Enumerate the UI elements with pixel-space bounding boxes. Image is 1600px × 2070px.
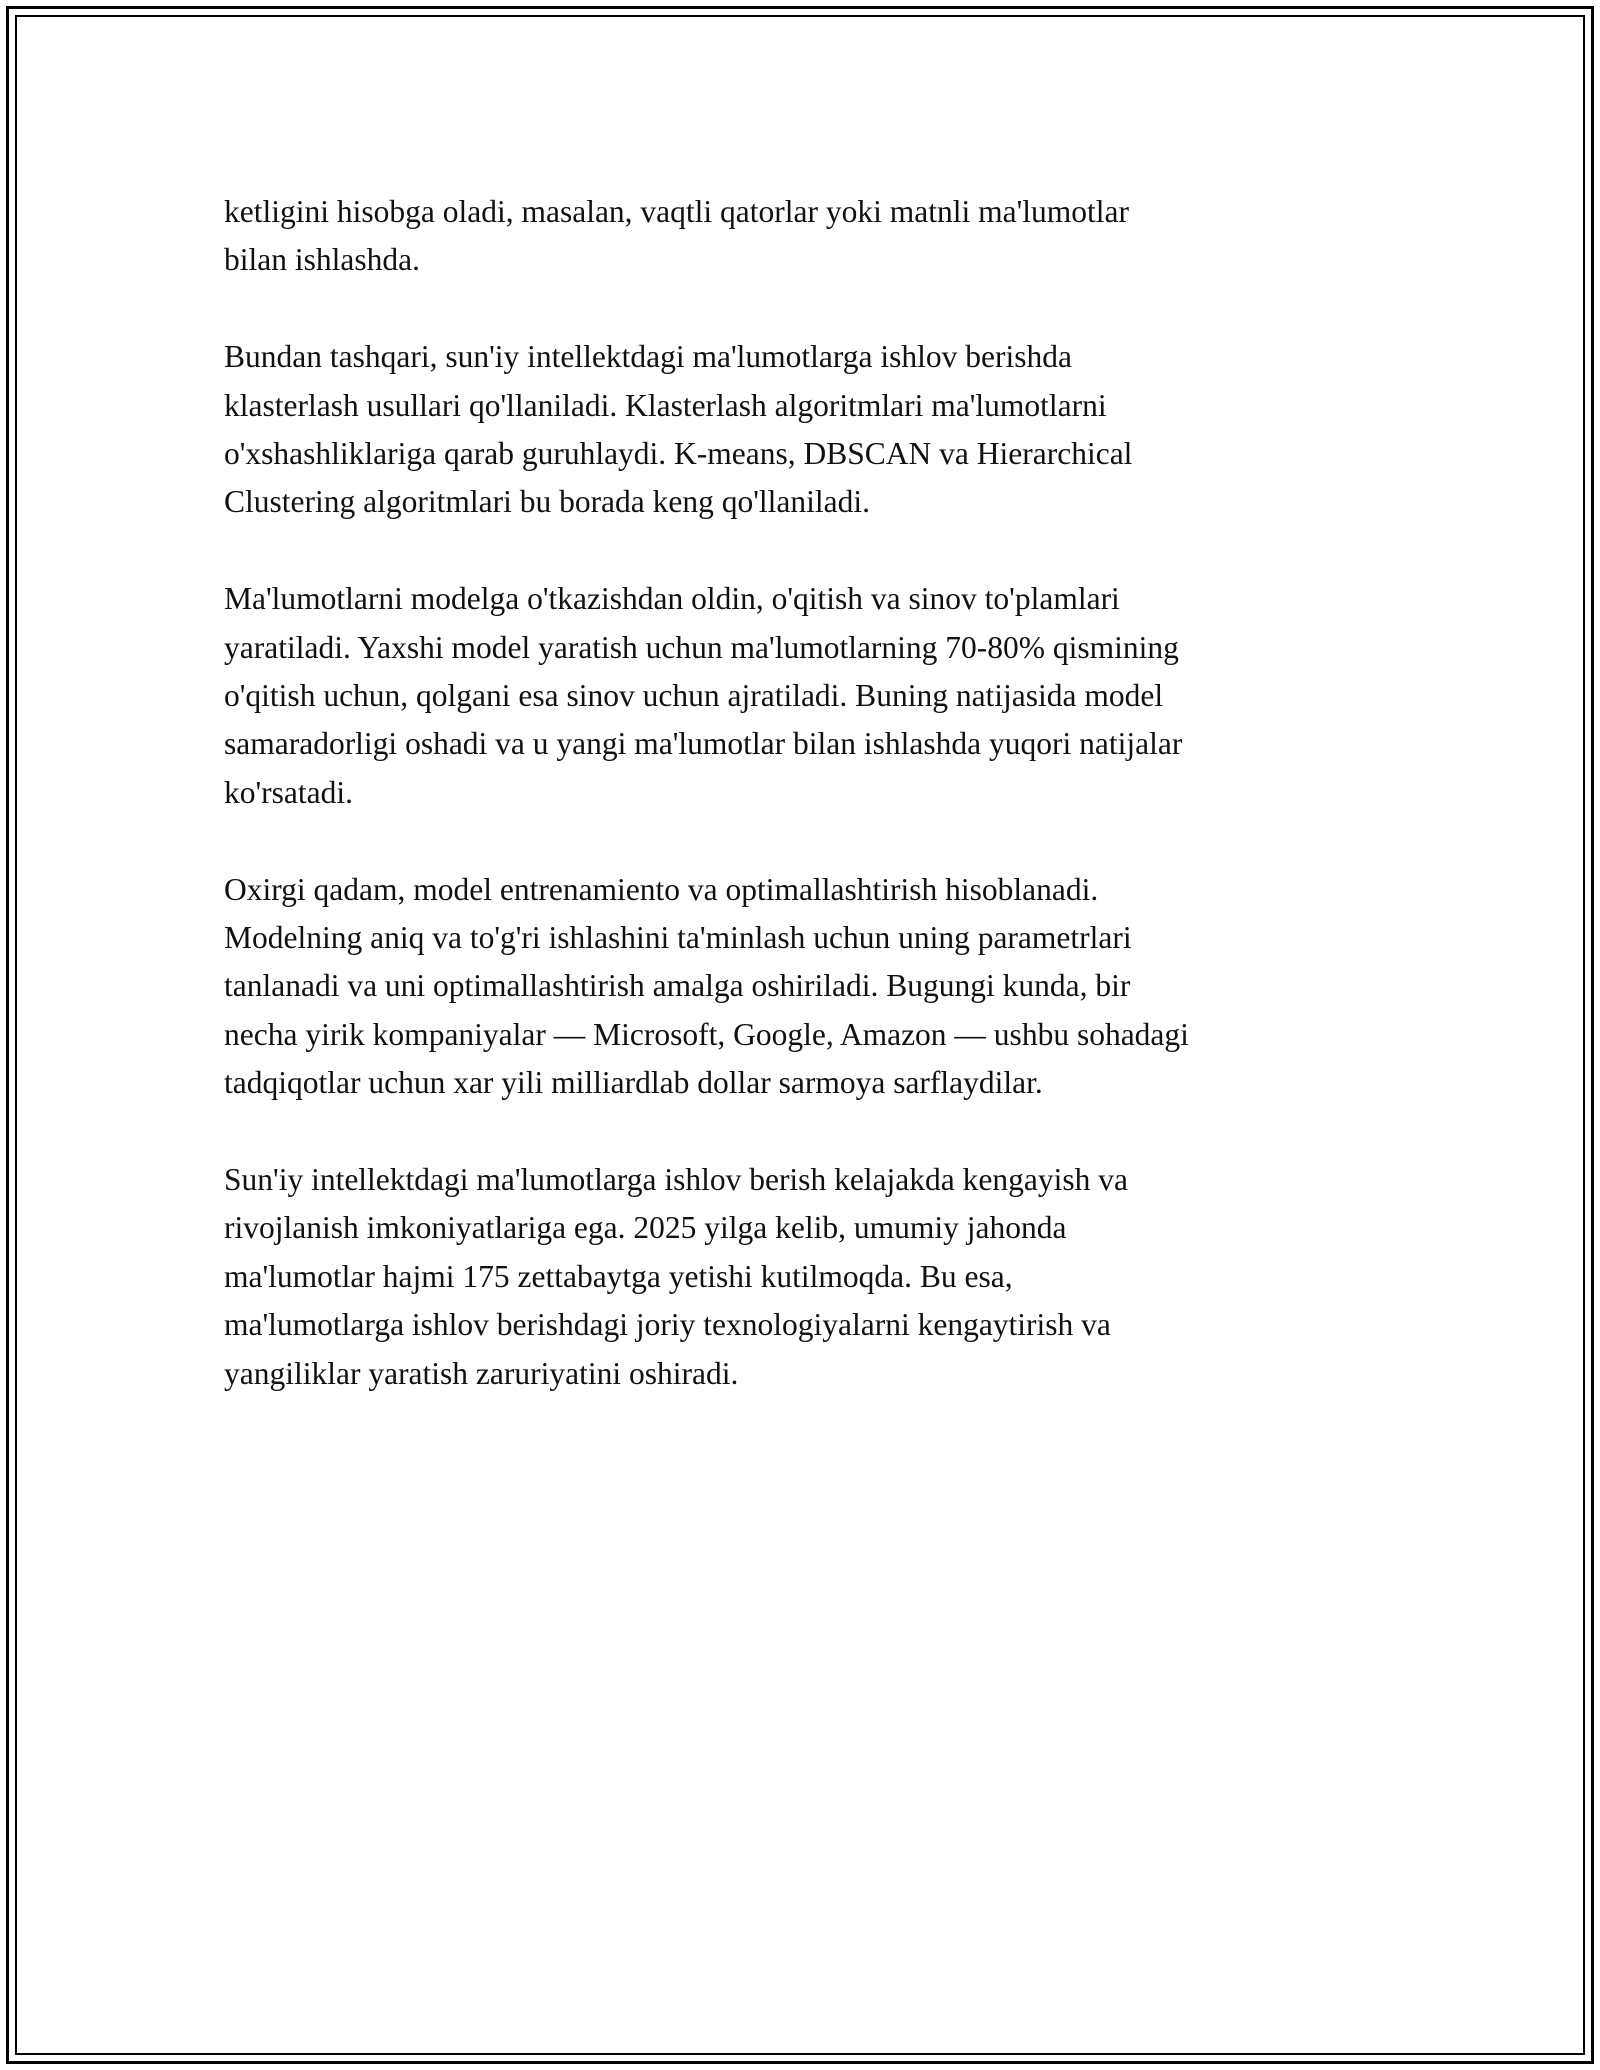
paragraph-line: rivojlanish imkoniyatlariga ega. 2025 yilga kelib, umumiy jahonda bbox=[224, 1210, 1067, 1246]
paragraph-line: yaratiladi. Yaxshi model yaratish uchun ma'lumotlarning 70-80% qismining bbox=[224, 629, 1179, 665]
paragraph-line: samaradorligi oshadi va u yangi ma'lumotlar bilan ishlashda yuqori natijalar bbox=[224, 726, 1183, 762]
paragraph-line: ko'rsatadi. bbox=[224, 774, 354, 810]
paragraph-line: tadqiqotlar uchun xar yili milliardlab dollar sarmoya sarflaydilar. bbox=[224, 1065, 1043, 1101]
paragraph-5 bbox=[224, 1156, 1384, 1398]
paragraph-line: yangiliklar yaratish zaruriyatini oshiradi. bbox=[224, 1355, 739, 1391]
paragraph-line: o'qitish uchun, qolgani esa sinov uchun ajratiladi. Buning natijasida model bbox=[224, 678, 1164, 714]
paragraph-line: Oxirgi qadam, model entrenamiento va optimallashtirish hisoblanadi. bbox=[224, 871, 1099, 907]
document-body bbox=[224, 188, 1384, 1446]
paragraph-line: Ma'lumotlarni modelga o'tkazishdan oldin, o'qitish va sinov to'plamlari bbox=[224, 581, 1120, 617]
paragraph-line: Bundan tashqari, sun'iy intellektdagi ma'lumotlarga ishlov berishda bbox=[224, 339, 1072, 375]
paragraph-line: necha yirik kompaniyalar — Microsoft, Google, Amazon — ushbu sohadagi bbox=[224, 1016, 1189, 1052]
paragraph-line: ma'lumotlarga ishlov berishdagi joriy texnologiyalarni kengaytirish va bbox=[224, 1307, 1111, 1343]
paragraph-line: Clustering algoritmlari bu borada keng qo'llaniladi. bbox=[224, 484, 871, 520]
paragraph-1 bbox=[224, 188, 1384, 285]
paragraph-line: o'xshashliklariga qarab guruhlaydi. K-means, DBSCAN va Hierarchical bbox=[224, 436, 1133, 472]
paragraph-line: ketligini hisobga oladi, masalan, vaqtli qatorlar yoki matnli ma'lumotlar bbox=[224, 194, 1129, 229]
paragraph-line: tanlanadi va uni optimallashtirish amalga oshiriladi. Bugungi kunda, bir bbox=[224, 968, 1131, 1004]
paragraph-line: bilan ishlashda. bbox=[224, 242, 420, 278]
paragraph-line: Modelning aniq va to'g'ri ishlashini ta'minlash uchun uning parametrlari bbox=[224, 920, 1132, 956]
paragraph-line: Sun'iy intellektdagi ma'lumotlarga ishlov berish kelajakda kengayish va bbox=[224, 1162, 1128, 1198]
paragraph-2 bbox=[224, 333, 1384, 527]
paragraph-4 bbox=[224, 866, 1384, 1108]
paragraph-3 bbox=[224, 575, 1384, 817]
paragraph-line: ma'lumotlar hajmi 175 zettabaytga yetishi kutilmoqda. Bu esa, bbox=[224, 1258, 1013, 1294]
paragraph-line: klasterlash usullari qo'llaniladi. Klasterlash algoritmlari ma'lumotlarni bbox=[224, 387, 1107, 423]
